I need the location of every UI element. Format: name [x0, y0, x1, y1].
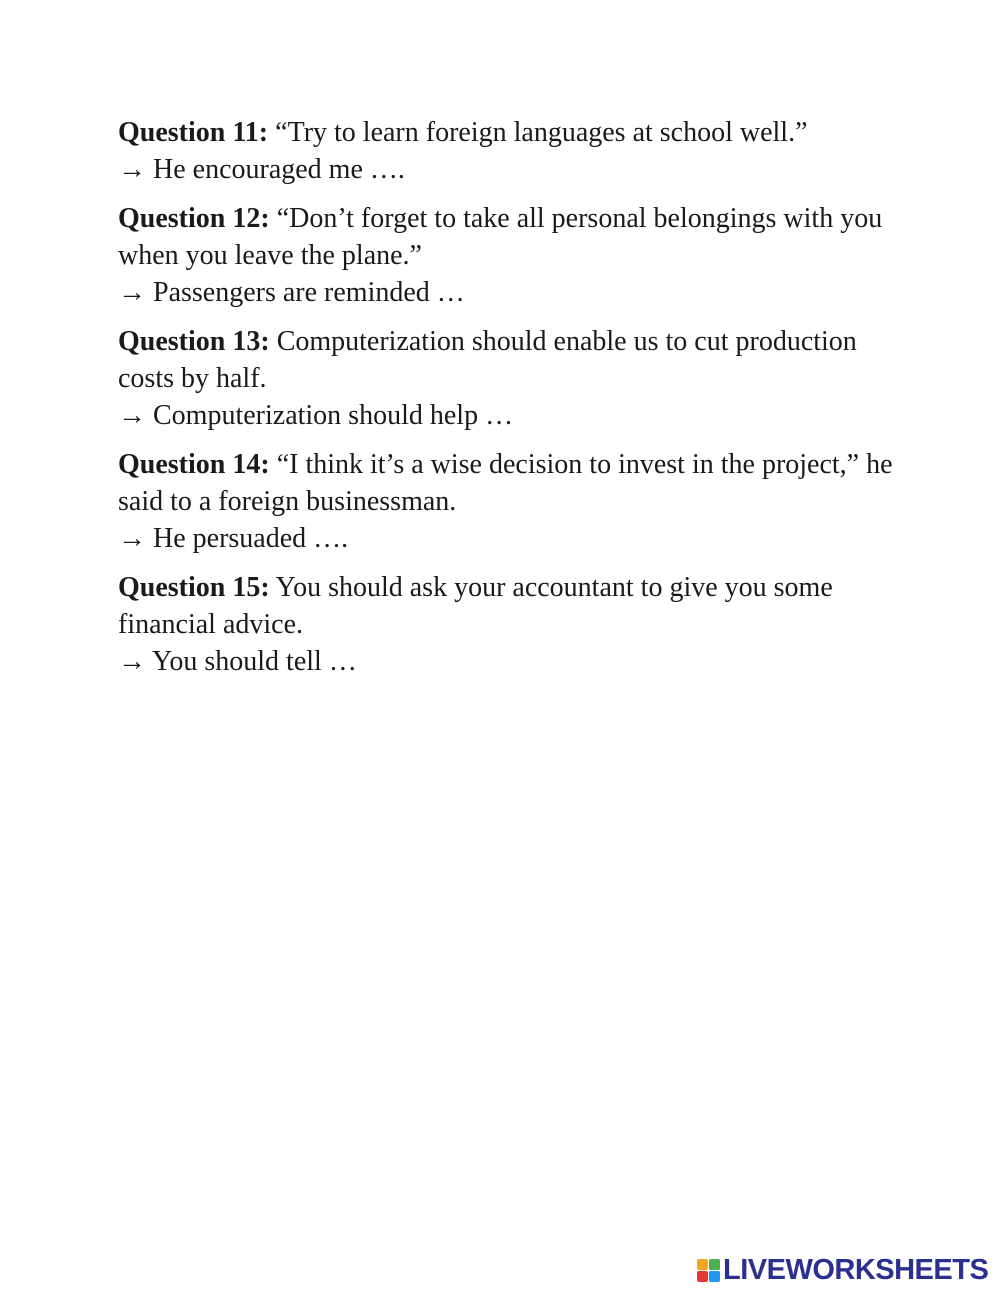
- logo-text: LIVEWORKSHEETS: [723, 1254, 989, 1286]
- question-11: [118, 114, 898, 188]
- question-prompt: You should ask your accountant to give you some financial advice.: [118, 572, 833, 640]
- question-14: [118, 446, 898, 557]
- question-label: Question 11:: [118, 117, 269, 148]
- question-15: [118, 569, 898, 680]
- question-prompt: Computerization should enable us to cut production costs by half.: [118, 326, 857, 394]
- question-label: Question 15:: [118, 572, 270, 603]
- question-prompt: “I think it’s a wise decision to invest in the project,” he said to a foreign businessman.: [118, 449, 893, 517]
- question-list: [118, 114, 898, 692]
- question-prompt: “Don’t forget to take all personal belongings with you when you leave the plane.”: [118, 203, 883, 271]
- logo-blocks-icon: [697, 1259, 720, 1282]
- logo-block: [697, 1271, 708, 1282]
- question-label: Question 14:: [118, 449, 270, 480]
- question-answer-stem: → He persuaded ….: [118, 523, 349, 554]
- question-answer-stem: → You should tell …: [118, 646, 357, 677]
- question-answer-stem: → Computerization should help …: [118, 400, 514, 431]
- question-answer-stem: → He encouraged me ….: [118, 154, 405, 185]
- logo-block: [709, 1259, 720, 1270]
- question-prompt: “Try to learn foreign languages at school well.”: [268, 117, 808, 148]
- question-answer-stem: → Passengers are reminded …: [118, 277, 465, 308]
- question-12: [118, 200, 898, 311]
- logo-block: [709, 1271, 720, 1282]
- question-label: Question 13:: [118, 326, 270, 357]
- liveworksheets-logo: [697, 1253, 988, 1287]
- question-13: [118, 323, 898, 434]
- question-label: Question 12:: [118, 203, 270, 234]
- logo-block: [697, 1259, 708, 1270]
